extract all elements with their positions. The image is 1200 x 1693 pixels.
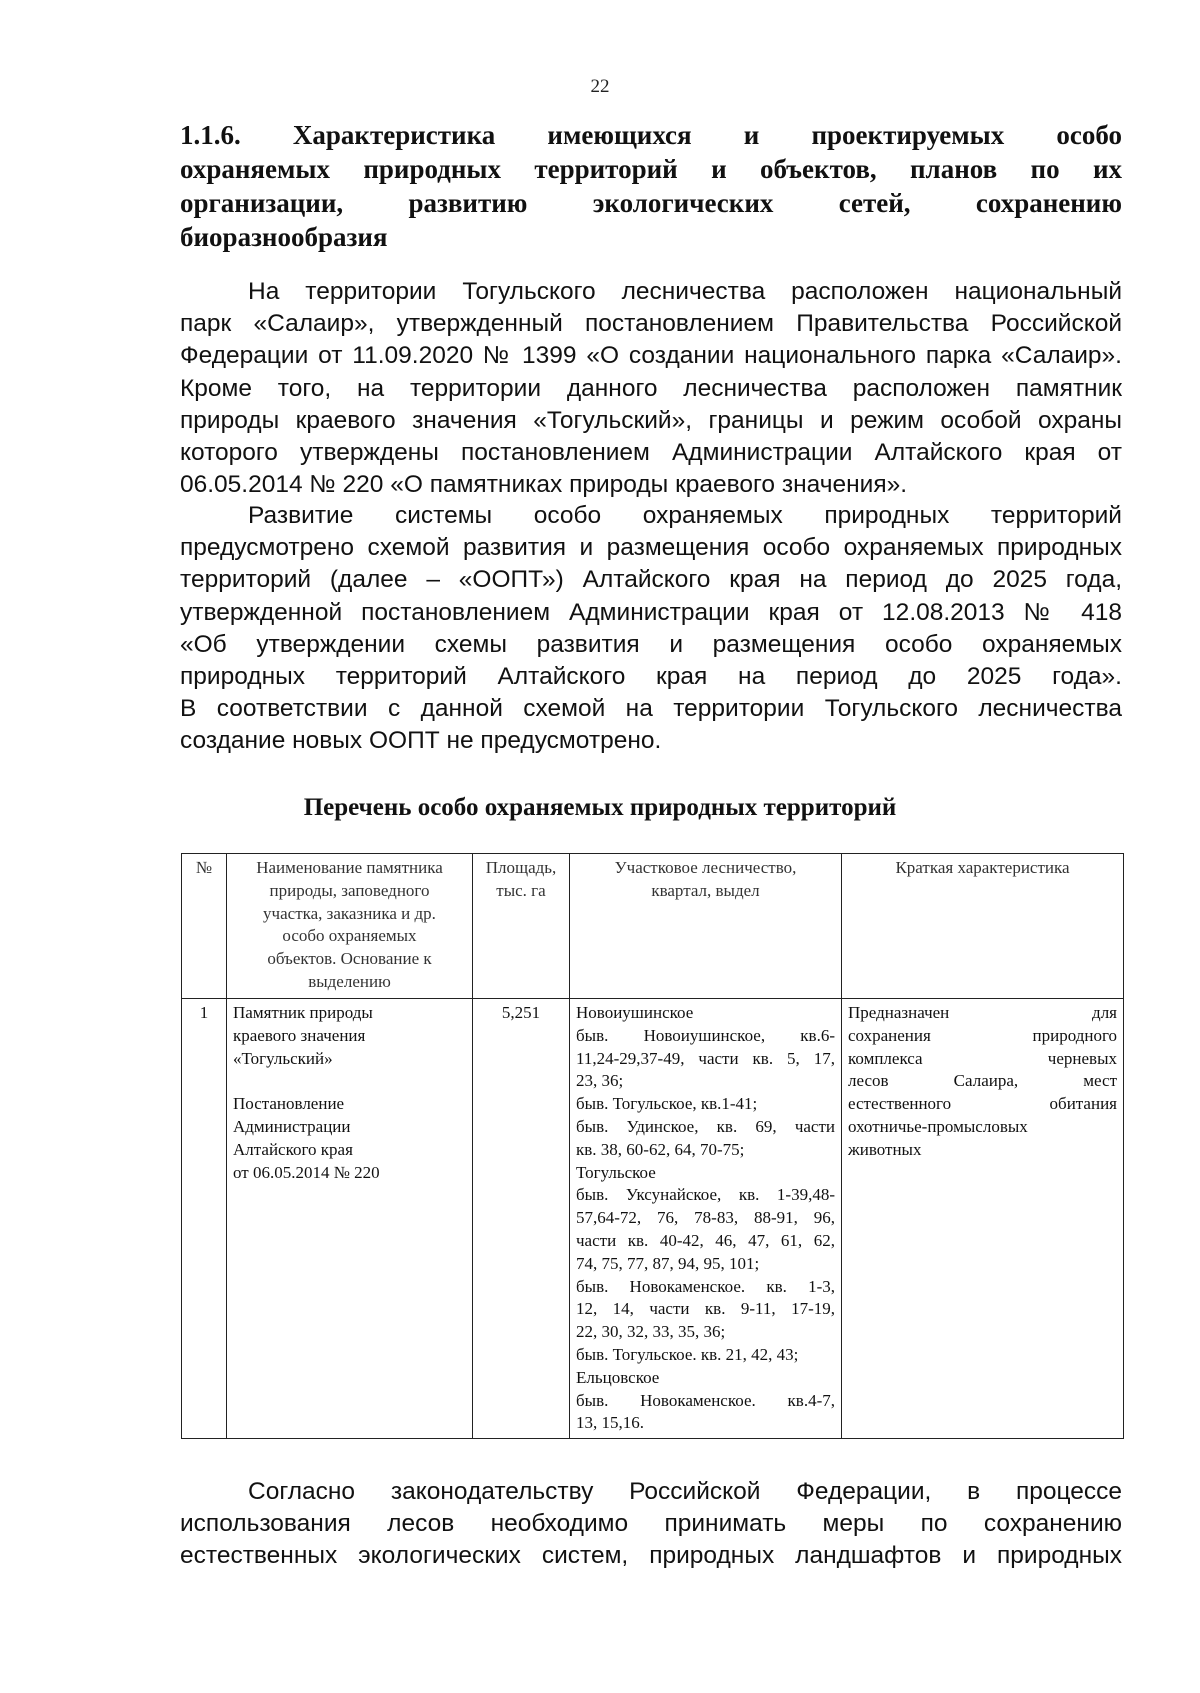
text-line: Согласно законодательству Российской Федерации, в процессе (248, 1478, 1122, 1505)
text-line: парк «Салаир», утвержденный постановлением Правительства Российской (180, 310, 1122, 338)
text-line: 06.05.2014 № 220 «О памятниках природы краевого значения». (180, 471, 908, 499)
text-line: которого утверждены постановлением Администрации Алтайского края от (180, 439, 1122, 467)
section-heading (180, 118, 1122, 254)
text-line: Кроме того, на территории данного лесничества расположен памятник (180, 374, 1122, 402)
text-line: природных территорий Алтайского края на период до 2025 года». (180, 663, 1122, 691)
cell-area: 5,251 (473, 999, 570, 1439)
header-description: Краткая характеристика (842, 854, 1124, 999)
table-row (182, 999, 1124, 1439)
cell-forestry: Новоиушинское быв. Новоиушинское, кв.6- 11,24-29,37-49, части кв. 5, 17, 23, 36; быв. Тогульское, кв.1-41; быв. Удинское, кв. 69, части кв. 38, 60-62, 64, 70-75; Тогульское быв. Уксунайское, кв. 1-39,48- 57,64-72, 76, 78-83, 88-91, 96, части кв. 40-42, 46, 47, 61, 62, 74, 75, 77, 87, 94, 95, 101; быв. Новокаменское. кв. 1-3, 12, 14, части кв. 9-11, 17-19, 22, 30, 32, 33, 35, 36; быв. Тогульское. кв. 21, 42, 43; Ельцовское быв. Новокаменское. кв.4-7, 13, 15,16. (570, 999, 842, 1439)
page-number: 22 (590, 76, 610, 97)
text-line: В соответствии с данной схемой на территории Тогульского лесничества (180, 695, 1122, 723)
heading-line: биоразнообразия (180, 222, 388, 252)
text-line: создание новых ООПТ не предусмотрено. (180, 727, 662, 755)
paragraph-oopt-development (180, 500, 1122, 758)
oopt-table (181, 853, 1124, 1439)
header-area: Площадь, тыс. га (473, 854, 570, 999)
header-name: Наименование памятника природы, заповедного участка, заказника и др. особо охраняемых объектов. Основание к выделению (227, 854, 473, 999)
text-line: использования лесов необходимо принимать меры по сохранению (180, 1510, 1122, 1538)
text-line: «Об утверждении схемы развития и размещения особо охраняемых (180, 630, 1122, 658)
header-number: № (182, 854, 227, 999)
heading-line: организации, развитию экологических сетей, сохранению (180, 188, 1122, 218)
text-line: На территории Тогульского лесничества расположен национальный (248, 278, 1122, 305)
text-line: утвержденной постановлением Администрации края от 12.08.2013 № 418 (180, 598, 1122, 626)
cell-number: 1 (182, 999, 227, 1439)
heading-line: 1.1.6. Характеристика имеющихся и проектируемых особо (180, 120, 1122, 150)
table-title: Перечень особо охраняемых природных территорий (303, 794, 897, 821)
table-header-row (182, 854, 1124, 999)
heading-line: охраняемых природных территорий и объектов, планов по их (180, 154, 1122, 184)
text-line: природы краевого значения «Тогульский», границы и режим особой охраны (180, 406, 1122, 434)
cell-name: Памятник природы краевого значения «Тогульский» Постановление Администрации Алтайского края от 06.05.2014 № 220 (227, 999, 473, 1439)
paragraph-legislation (180, 1476, 1122, 1573)
cell-description: Предназначен для сохранения природного комплекса черневых лесов Салаира, мест естественного обитания охотничье-промысловых животных (842, 999, 1124, 1439)
header-forestry: Участковое лесничество, квартал, выдел (570, 854, 842, 999)
text-line: территорий (далее – «ООПТ») Алтайского края на период до 2025 года, (180, 566, 1122, 594)
text-line: Развитие системы особо охраняемых природных территорий (248, 502, 1122, 529)
text-line: Федерации от 11.09.2020 № 1399 «О создании национального парка «Салаир». (180, 342, 1122, 370)
paragraph-national-park (180, 276, 1122, 501)
text-line: естественных экологических систем, природных ландшафтов и природных (180, 1542, 1122, 1570)
text-line: предусмотрено схемой развития и размещения особо охраняемых природных (180, 534, 1122, 562)
